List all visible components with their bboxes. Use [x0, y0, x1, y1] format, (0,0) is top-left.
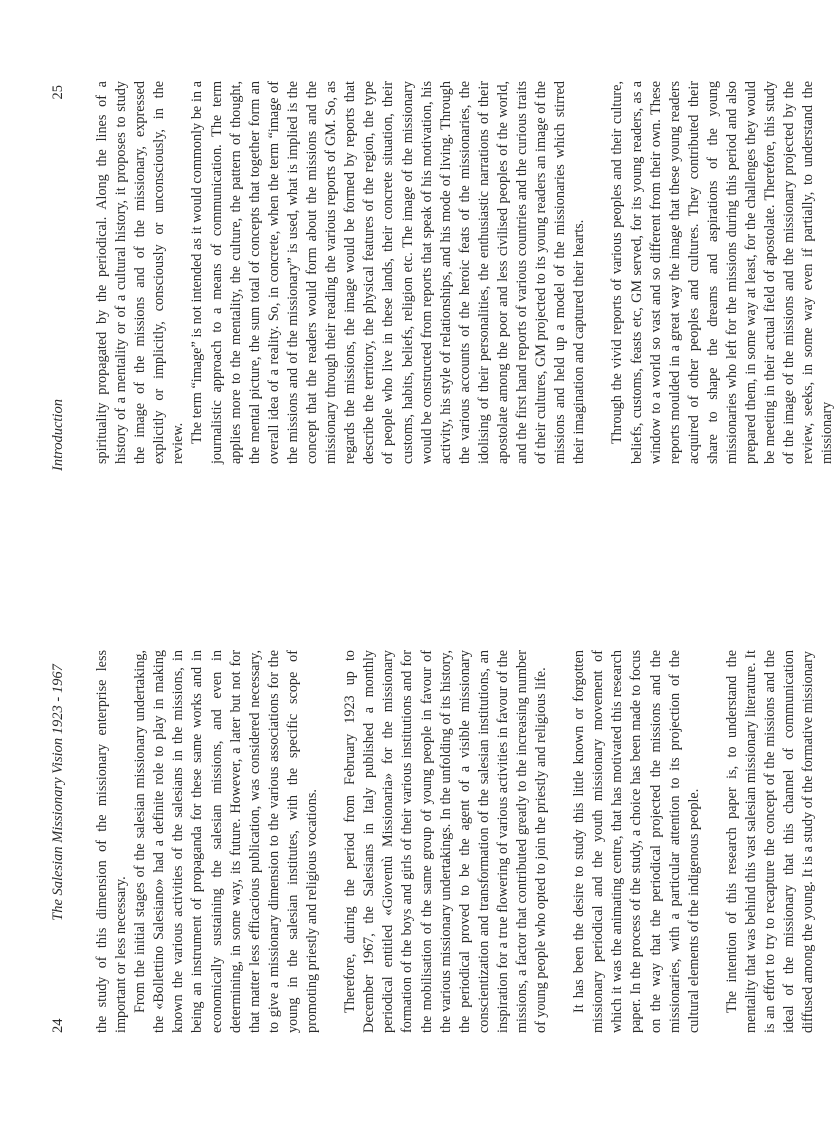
- page-number: 25: [50, 85, 66, 100]
- paragraph: the study of this dimension of the missionary enterprise less important or less necessary.: [94, 650, 130, 1033]
- paragraph: It has been the desire to study this little known or forgotten missionary periodical and the youth missionary movement of which it was the animating centre, that has motivated this research paper. In the process of the study, a choice has been made to focus on the way that the periodical projected the missions and the missionaries, with a particular attention to its projection of the cultural elements of the indigenous people.: [571, 650, 702, 1033]
- paragraph: Through the vivid reports of various peoples and their culture, beliefs, customs, feasts etc, GM served, for its young readers, as a window to a world so vast and so different from their own. These reports moulded in a great way the image that these young readers acquired of other peoples and cultures. They contributed their share to shape the dreams and aspirations of the young missionaries who left for the missions during this period and also prepared them, in some way at least, for the challenges they would be meeting in their actual field of apostolate. Therefore, this study of the image of the missions and the missionary projected by the review, seeks, in some way even if partially, to understand the missionary: [609, 81, 836, 464]
- right-page: [0, 0, 836, 561]
- page-number: 24: [50, 1018, 66, 1033]
- paragraph: Therefore, during the period from February 1923 up to December 1967, the Salesians in Italy published a monthly periodical entitled «Gioventù Missionaria» for the missionary formation of the boys and girls of their various institutions and for the mobilisation of the same group of young people in favour of the various missionary undertakings. In the unfolding of its history, the periodical proved to be the agent of a visible missionary conscientization and transformation of the salesian institutions, an inspiration for a true flowering of various activities in favour of the missions, a factor that contributed greatly to the increasing number of young people who opted to join the priestly and religious life.: [342, 650, 550, 1033]
- running-head-left: [50, 647, 70, 1033]
- running-title: The Salesian Missionary Vision 1923 - 1967: [50, 664, 66, 921]
- running-head-right: [50, 85, 70, 471]
- paragraph: The term “image” is not intended as it would commonly be in a journalistic approach to a means of communication. The term applies more to the mentality, the culture, the pattern of thought, the mental picture, the sum total of concepts that together form an overall idea of a reality. So, in concrete, when the term “image of the missions and of the missionary” is used, what is implied is the concept that the readers would form about the missions and the missionary through their reading the various reports of GM. So, as regards the missions, the image would be formed by reports that describe the territory, the physical features of the region, the type of people who live in these lands, their concrete situation, their customs, habits, beliefs, religion etc. The image of the missionary would be constructed from reports that speak of his motivation, his activity, his style of relationships, and his mode of living. Through the various accounts of the heroic feats of the missionaries, the idolising of their personalities, the enthusiastic narrations of their apostolate among the poor and less civilised peoples of the world, and the first hand reports of various countries and the curious traits of their cultures, GM projected to its young readers an image of the missions and held up a model of the missionaries which stirred their imagination and captured their hearts.: [189, 81, 588, 464]
- left-page: [0, 562, 817, 1123]
- paragraph: spirituality propagated by the periodical. Along the lines of a history of a mentality or of a cultural history, it proposes to study the image of the missions and of the missionary, expressed explicitly or implicitly, consciously or unconsciously, in the review.: [94, 81, 187, 464]
- paragraph: From the initial stages of the salesian missionary undertaking, the «Bollettino Salesiano» had a definite role to play in making known the various activities of the salesians in the missions, in being an instrument of propaganda for these same works and in economically sustaining the salesian missions, and even in determining, in some way, its future. However, a later but not for that matter less efficacious publication, was considered necessary, to give a missionary dimension to the various associations for the young in the salesian institutes, with the specific scope of promoting priestly and religious vocations.: [132, 650, 321, 1033]
- paragraph: The intention of this research paper is, to understand the mentality that was behind this vast salesian missionary literature. It is an effort to try to recapture the concept of the missions and the ideal of the missionary that this channel of communication diffused among the young. It is a study of the formative missionary: [723, 650, 817, 1033]
- running-title: Introduction: [50, 399, 66, 471]
- body-text-left: [93, 650, 818, 1033]
- body-text-right: [93, 81, 838, 464]
